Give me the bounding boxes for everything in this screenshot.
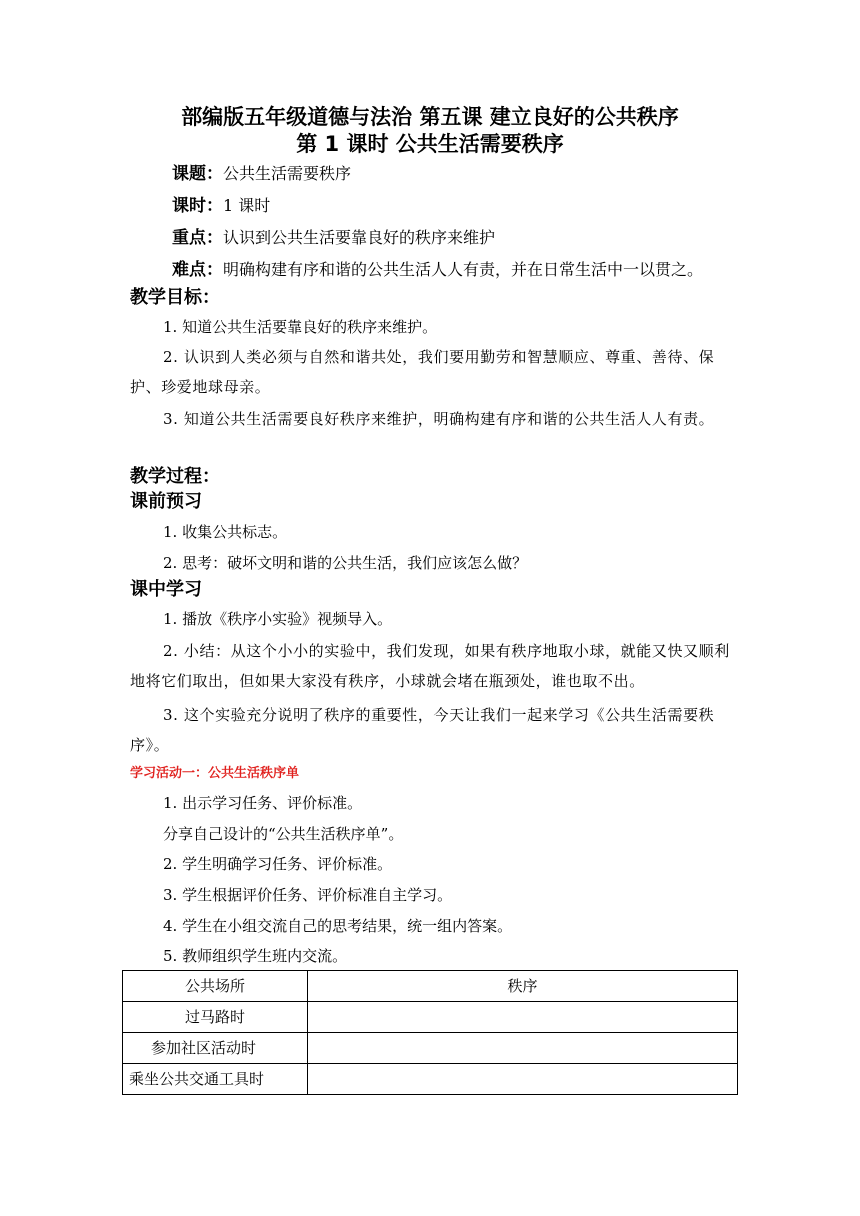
difficulty-value: 明确构建有序和谐的公共生活人人有责，并在日常生活中一以贯之。 xyxy=(223,260,704,279)
document-title: 部编版五年级道德与法治 第五课 建立良好的公共秩序 xyxy=(181,105,679,129)
table-row xyxy=(123,1002,738,1033)
goals-heading: 教学目标： xyxy=(130,287,220,308)
place-cell: 过马路时 xyxy=(123,1002,308,1033)
difficulty-row xyxy=(172,259,703,281)
lesson-subtitle: 第 1 课时 公共生活需要秩序 xyxy=(296,132,564,156)
topic-value: 公共生活需要秩序 xyxy=(223,164,352,183)
goal-item: 1. 知道公共生活要靠良好的秩序来维护。 xyxy=(163,318,438,336)
inclass-item: 3. 这个实验充分说明了秩序的重要性，今天让我们一起来学习《公共生活需要秩序》。 xyxy=(130,706,715,754)
column-header-order: 秩序 xyxy=(308,971,738,1002)
key-point-label: 重点： xyxy=(172,228,223,248)
activity-item: 4. 学生在小组交流自己的思考结果，统一组内答案。 xyxy=(163,917,513,935)
activity-item: 5. 教师组织学生班内交流。 xyxy=(163,947,348,965)
order-cell xyxy=(308,1002,738,1033)
table-row xyxy=(123,1064,738,1095)
topic-label: 课题： xyxy=(172,164,223,184)
topic-row xyxy=(172,163,351,185)
process-heading: 教学过程： xyxy=(130,466,220,487)
column-header-place: 公共场所 xyxy=(123,971,308,1002)
inclass-heading: 课中学习 xyxy=(130,579,202,600)
activity-item: 1. 出示学习任务、评价标准。 xyxy=(163,794,363,812)
goal-item: 3. 知道公共生活需要良好秩序来维护，明确构建有序和谐的公共生活人人有责。 xyxy=(163,410,715,428)
public-order-table xyxy=(122,970,738,1095)
period-row xyxy=(172,195,270,217)
key-point-value: 认识到公共生活要靠良好的秩序来维护 xyxy=(223,228,496,247)
inclass-item: 1. 播放《秩序小实验》视频导入。 xyxy=(163,610,393,628)
period-value: 1 课时 xyxy=(223,196,271,215)
table-header-row xyxy=(123,971,738,1002)
period-label: 课时： xyxy=(172,196,223,216)
place-cell: 参加社区活动时 xyxy=(123,1033,308,1064)
order-cell xyxy=(308,1033,738,1064)
activity-item: 2. 学生明确学习任务、评价标准。 xyxy=(163,855,393,873)
goal-item: 2. 认识到人类必须与自然和谐共处，我们要用勤劳和智慧顺应、尊重、善待、保护、珍爱地球母亲。 xyxy=(130,348,715,396)
activity-heading: 学习活动一：公共生活秩序单 xyxy=(130,766,300,781)
preview-heading: 课前预习 xyxy=(130,491,202,512)
activity-item: 3. 学生根据评价任务、评价标准自主学习。 xyxy=(163,886,453,904)
activity-item: 分享自己设计的“公共生活秩序单”。 xyxy=(163,825,404,843)
place-cell: 乘坐公共交通工具时 xyxy=(123,1064,308,1095)
difficulty-label: 难点： xyxy=(172,260,223,280)
preview-item: 2. 思考：破坏文明和谐的公共生活，我们应该怎么做？ xyxy=(163,554,528,572)
key-point-row xyxy=(172,227,495,249)
order-cell xyxy=(308,1064,738,1095)
table-row xyxy=(123,1033,738,1064)
preview-item: 1. 收集公共标志。 xyxy=(163,523,288,541)
inclass-item: 2. 小结：从这个小小的实验中，我们发现，如果有秩序地取小球，就能又快又顺利地将它们取出，但如果大家没有秩序，小球就会堵在瓶颈处，谁也取不出。 xyxy=(130,642,730,690)
